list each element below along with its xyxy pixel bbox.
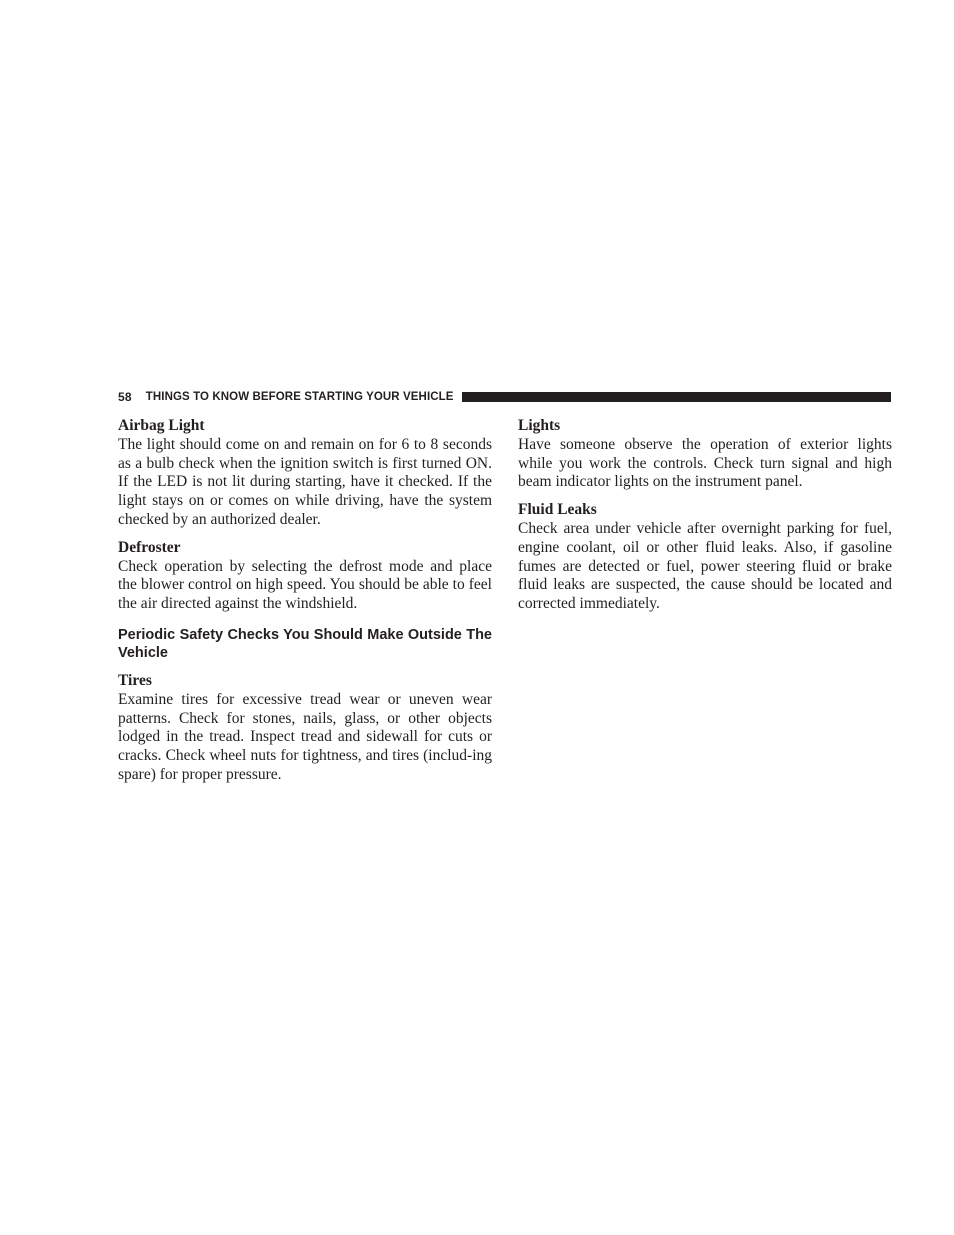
defroster-section (118, 539, 492, 614)
page-header (118, 389, 891, 405)
right-column (518, 417, 892, 623)
fluid-leaks-heading: Fluid Leaks (518, 501, 597, 519)
defroster-text: Check operation by selecting the defrost mode and place the blower control on high speed. You should be able to feel the air directed against the windshield. (118, 557, 492, 613)
tires-section (118, 672, 492, 785)
lights-heading: Lights (518, 417, 561, 434)
chapter-title: THINGS TO KNOW BEFORE STARTING YOUR VEHICLE (145, 391, 454, 403)
header-rule (462, 392, 891, 402)
lights-text: Have someone observe the operation of exterior lights while you work the controls. Check turn signal and high beam indicator lights on the instrument panel. (518, 435, 892, 491)
lights-section (518, 417, 892, 492)
airbag-light-section (118, 417, 492, 530)
page-number: 58 (118, 390, 132, 404)
left-column (118, 417, 492, 794)
defroster-heading: Defroster (118, 538, 181, 556)
fluid-leaks-section (518, 501, 892, 614)
fluid-leaks-text: Check area under vehicle after overnight parking for fuel, engine coolant, oil or other fluid leaks. Also, if gasoline fumes are detected or fuel, power steering fluid or brake fluid leaks are suspected, the cause should be located and corrected immediately. (518, 519, 892, 613)
periodic-safety-checks-heading: Periodic Safety Checks You Should Make Outside The Vehicle (118, 626, 492, 661)
tires-heading: Tires (118, 671, 152, 689)
airbag-light-text: The light should come on and remain on for 6 to 8 seconds as a bulb check when the ignition switch is first turned ON. If the LED is not lit during starting, have it checked. If the light stays on or comes on while driving, have the system checked by an authorized dealer. (118, 435, 492, 528)
airbag-light-heading: Airbag Light (118, 417, 205, 434)
tires-text: Examine tires for excessive tread wear or uneven wear patterns. Check for stones, nails, glass, or other objects lodged in the tread. Inspect tread and sidewall for cuts or cracks. Check wheel nuts for tightness, and tires (includ-ing spare) for proper pressure. (118, 690, 492, 783)
